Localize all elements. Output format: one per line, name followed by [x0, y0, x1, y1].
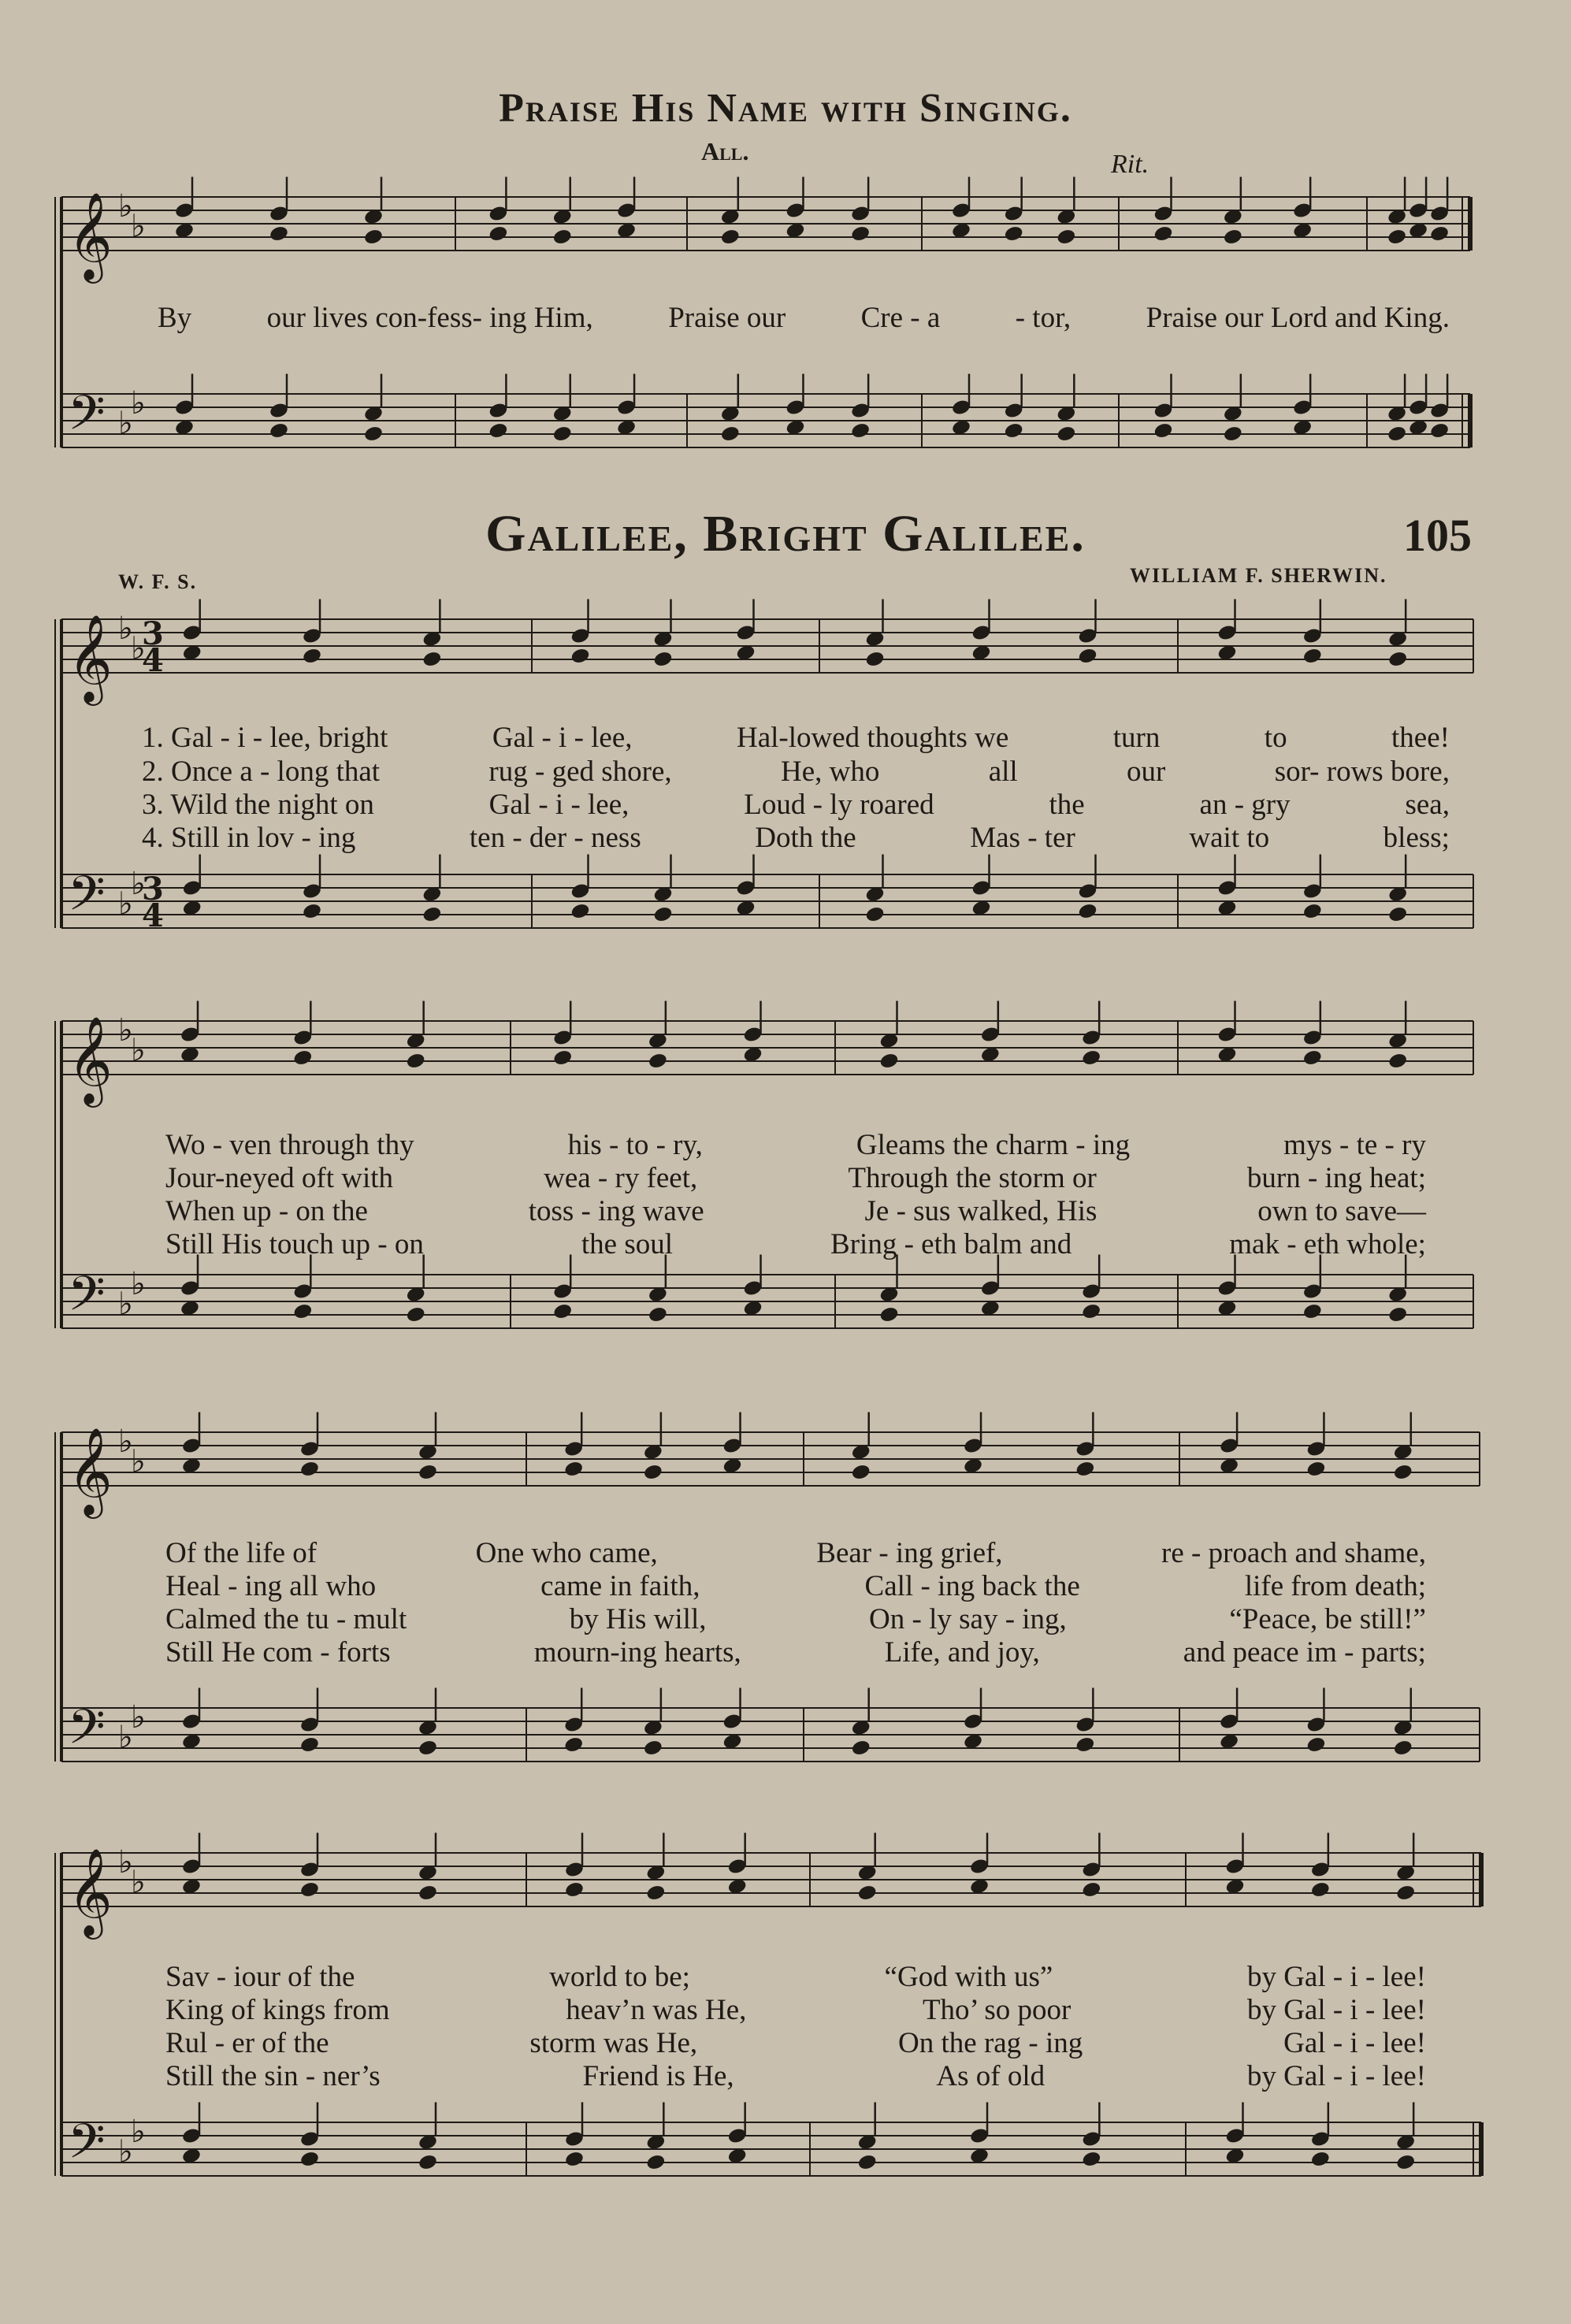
svg-text:𝄞: 𝄞	[68, 191, 113, 280]
lyric-word: 2. Once a - long that	[142, 755, 381, 788]
lyric-word: Tho’ so poor	[922, 1994, 1071, 2026]
lyric-word: On - ly say - ing,	[869, 1603, 1067, 1635]
svg-text:♭: ♭	[118, 1424, 133, 1460]
lyric-word: the	[1049, 789, 1085, 821]
lyric-word: One who came,	[475, 1537, 658, 1569]
svg-text:♭: ♭	[118, 1286, 133, 1323]
lyric-word: Gal - i - lee!	[1283, 2027, 1426, 2059]
lyric-word: rug - ged shore,	[488, 755, 672, 788]
svg-text:𝄞: 𝄞	[68, 614, 113, 702]
svg-text:♭: ♭	[131, 1443, 146, 1480]
svg-text:3: 3	[142, 871, 164, 908]
words-credit: W. F. S.	[118, 570, 198, 593]
lyric-word: Gal - i - lee,	[488, 789, 630, 821]
lyric-word: 1. Gal - i - lee, bright	[142, 722, 388, 754]
lyric-word: Cre - a	[860, 302, 941, 334]
lyric-word: own to save—	[1257, 1195, 1426, 1227]
lyric-word: our lives con-fess- ing Him,	[266, 302, 593, 334]
lyric-word: “God with us”	[884, 1961, 1053, 1993]
svg-text:♭: ♭	[118, 1844, 133, 1880]
verse-3-line	[142, 788, 1450, 822]
lyric-word: Gal - i - lee,	[492, 722, 633, 754]
lyric-word: Still the sin - ner’s	[165, 2060, 381, 2092]
lyric-word: He, who	[780, 755, 880, 788]
lyric-word: Heal - ing all who	[165, 1570, 377, 1602]
lyric-word: 3. Wild the night on	[142, 789, 374, 821]
verse-1-line	[165, 1536, 1426, 1570]
lyric-word: Gleams the charm - ing	[856, 1129, 1131, 1161]
svg-text:♭: ♭	[131, 385, 146, 421]
svg-text:♭: ♭	[131, 1864, 146, 1901]
lyric-word: sor- rows bore,	[1274, 755, 1450, 788]
lyric-word: and peace im - parts;	[1183, 1636, 1426, 1669]
svg-text:♭: ♭	[131, 630, 146, 667]
svg-text:𝄢: 𝄢	[68, 1699, 106, 1767]
lyric-word: Loud - ly roared	[744, 789, 934, 821]
lyric-word: sea,	[1405, 789, 1450, 821]
lyric-word: by His will,	[569, 1603, 707, 1635]
lyric-word: Mas - ter	[970, 822, 1075, 854]
svg-text:♭: ♭	[118, 885, 133, 923]
lyric-word: mak - eth whole;	[1229, 1228, 1426, 1260]
verse-2-line	[165, 1569, 1426, 1603]
lyric-word: Bring - eth balm and	[830, 1228, 1072, 1260]
lyric-word: his - to - ry,	[567, 1129, 703, 1161]
lyric-word: 4. Still in lov - ing	[142, 822, 356, 854]
lyric-word: As of old	[936, 2060, 1045, 2092]
verse-3-line	[165, 2026, 1426, 2060]
svg-text:♭: ♭	[131, 866, 146, 902]
lyric-word: Hal-lowed thoughts we	[737, 722, 1009, 754]
verse-1-line	[165, 1128, 1426, 1162]
lyric-word: Still He com - forts	[165, 1636, 391, 1669]
lyric-word: “Peace, be still!”	[1229, 1603, 1426, 1635]
svg-text:𝄞: 𝄞	[68, 1015, 113, 1104]
svg-text:♭: ♭	[118, 188, 133, 225]
lyric-word: Praise our Lord and King.	[1146, 302, 1450, 334]
lyric-word: mys - te - ry	[1283, 1129, 1426, 1161]
lyric-word: Rul - er of the	[165, 2027, 329, 2059]
lyric-word: heav’n was He,	[566, 1994, 747, 2026]
verse-1-line	[142, 721, 1450, 755]
lyric-word: Doth the	[755, 822, 856, 854]
lyric-word: re - proach and shame,	[1161, 1537, 1426, 1569]
lyric-word: came in faith,	[540, 1570, 700, 1602]
top-hymn-lyric	[158, 301, 1450, 335]
lyric-word: our	[1127, 755, 1166, 788]
svg-text:♭: ♭	[131, 2114, 146, 2150]
verse-2-line	[142, 755, 1450, 789]
lyric-word: Bear - ing grief,	[816, 1537, 1003, 1569]
svg-text:3: 3	[142, 615, 164, 652]
hymn-title: Galilee, Bright Galilee.	[485, 505, 1086, 562]
verse-1-line	[165, 1960, 1426, 1994]
lyric-word: By	[158, 302, 192, 334]
verse-4-line	[142, 821, 1450, 855]
lyric-word: Of the life of	[165, 1537, 318, 1569]
svg-text:𝄢: 𝄢	[68, 866, 106, 934]
top-hymn-title: Praise His Name with Singing.	[499, 86, 1072, 131]
verse-2-line	[165, 1993, 1426, 2027]
lyric-word: wea - ry feet,	[544, 1162, 698, 1194]
lyric-word: Life, and joy,	[884, 1636, 1040, 1669]
lyric-word: turn	[1112, 722, 1161, 754]
lyric-word: Calmed the tu - mult	[165, 1603, 407, 1635]
lyric-word: Je - sus walked, His	[864, 1195, 1097, 1227]
lyric-word: mourn-ing hearts,	[533, 1636, 741, 1669]
lyric-word: life from death;	[1244, 1570, 1426, 1602]
lyric-word: an - gry	[1199, 789, 1291, 821]
direction-all: All.	[701, 137, 749, 165]
svg-text:♭: ♭	[118, 1719, 133, 1756]
svg-text:𝄢: 𝄢	[68, 385, 106, 453]
svg-text:♭: ♭	[131, 1032, 146, 1069]
lyric-word: by Gal - i - lee!	[1246, 1994, 1426, 2026]
lyric-word: Still His touch up - on	[165, 1228, 424, 1260]
svg-text:♭: ♭	[131, 1699, 146, 1736]
svg-text:4: 4	[142, 642, 164, 679]
verse-2-line	[165, 1161, 1426, 1195]
lyric-word: the soul	[581, 1228, 674, 1260]
lyric-word: by Gal - i - lee!	[1246, 1961, 1426, 1993]
lyric-word: burn - ing heat;	[1246, 1162, 1426, 1194]
lyric-word: ten - der - ness	[469, 822, 641, 854]
svg-text:♭: ♭	[118, 2133, 133, 2170]
lyric-word: King of kings from	[165, 1994, 390, 2026]
hymn-number: 105	[1403, 510, 1472, 561]
direction-rit: Rit.	[1111, 150, 1149, 179]
lyric-word: Praise our	[668, 302, 786, 334]
verse-4-line	[165, 2059, 1426, 2093]
lyric-word: storm was He,	[529, 2027, 698, 2059]
svg-text:♭: ♭	[118, 405, 133, 442]
verse-4-line	[165, 1635, 1426, 1669]
svg-text:𝄢: 𝄢	[68, 2114, 106, 2181]
lyric-word: by Gal - i - lee!	[1246, 2060, 1426, 2092]
svg-text:♭: ♭	[118, 1012, 133, 1049]
lyric-word: On the rag - ing	[898, 2027, 1083, 2059]
lyric-word: toss - ing wave	[528, 1195, 704, 1227]
svg-text:♭: ♭	[118, 611, 133, 647]
svg-text:𝄞: 𝄞	[68, 1427, 113, 1515]
lyric-word: Wo - ven through thy	[165, 1129, 414, 1161]
lyric-word: Sav - iour of the	[165, 1961, 355, 1993]
lyric-word: thee!	[1391, 722, 1450, 754]
lyric-word: - tor,	[1015, 302, 1071, 334]
svg-text:♭: ♭	[131, 208, 146, 245]
lyric-word: When up - on the	[165, 1195, 368, 1227]
svg-text:𝄞: 𝄞	[68, 1847, 113, 1936]
lyric-word: world to be;	[549, 1961, 690, 1993]
lyric-word: to	[1264, 722, 1287, 754]
lyric-word: wait to	[1189, 822, 1270, 854]
verse-3-line	[165, 1602, 1426, 1636]
verse-4-line	[165, 1227, 1426, 1261]
lyric-word: Through the storm or	[848, 1162, 1097, 1194]
svg-text:♭: ♭	[131, 1266, 146, 1302]
lyric-word: bless;	[1383, 822, 1450, 854]
lyric-word: Jour-neyed oft with	[165, 1162, 394, 1194]
music-credit: WILLIAM F. SHERWIN.	[1130, 564, 1387, 587]
verse-3-line	[165, 1194, 1426, 1228]
svg-text:𝄢: 𝄢	[68, 1266, 106, 1334]
lyric-word: Call - ing back the	[864, 1570, 1080, 1602]
lyric-word: Friend is He,	[582, 2060, 734, 2092]
svg-text:4: 4	[142, 897, 164, 934]
lyric-word: all	[988, 755, 1018, 788]
